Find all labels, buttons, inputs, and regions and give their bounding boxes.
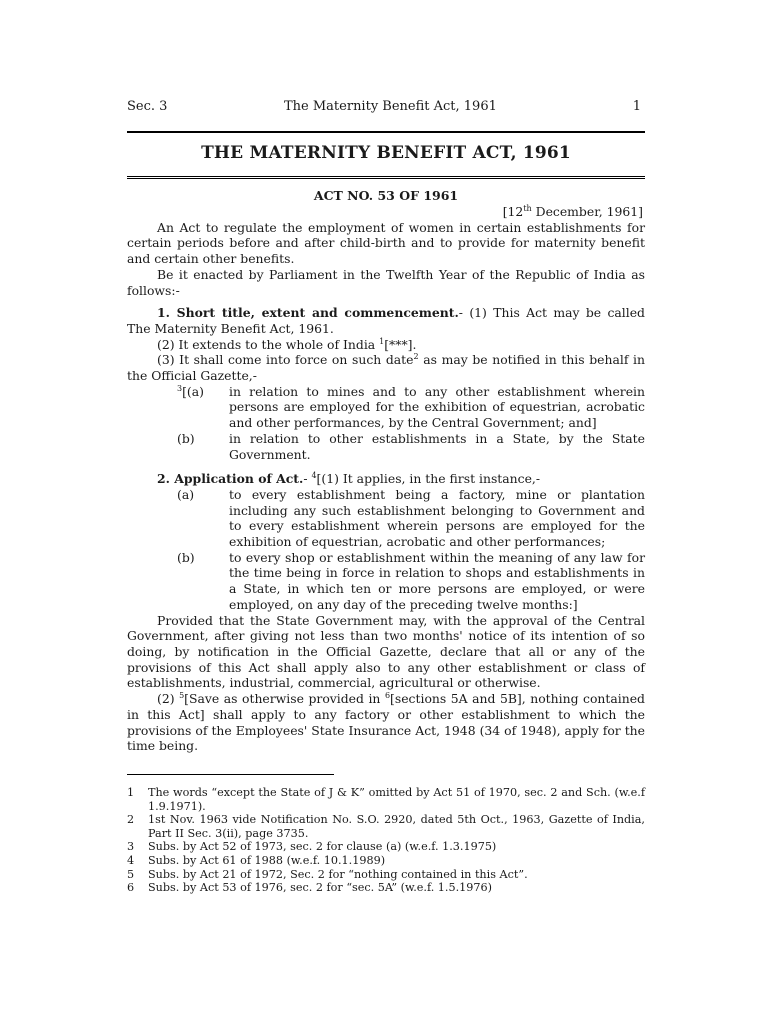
title-double-rule	[127, 176, 645, 181]
footnote-text: The words “except the State of J & K” omitted by Act 51 of 1970, sec. 2 and Sch. (w.e.f 1.9.1971).	[148, 786, 645, 813]
act-title: THE MATERNITY BENEFIT ACT, 1961	[201, 143, 571, 163]
footnote	[127, 854, 645, 868]
clause-text: to every shop or establishment within the meaning of any law for the time being in force in relation to shops and establishments in a State, in which ten or more persons are employed, or were employed, on any day of the preceding twelve months:]	[229, 549, 645, 612]
footnote	[127, 881, 645, 895]
section-1-clause-b	[127, 431, 645, 462]
footnotes	[127, 786, 645, 895]
section-2-heading: 2. Application of Act.	[157, 471, 304, 487]
footnote-text: Subs. by Act 53 of 1976, sec. 2 for “sec. 5A” (w.e.f. 1.5.1976)	[148, 881, 492, 895]
footnote-number: 1	[127, 786, 135, 799]
clause-key: (a)	[177, 486, 195, 502]
header-page-number: 1	[632, 99, 641, 114]
footnote-number: 6	[127, 881, 135, 895]
header-running-title: The Maternity Benefit Act, 1961	[284, 99, 497, 114]
clause-key: (b)	[177, 430, 195, 446]
clause-key: (b)	[177, 549, 195, 565]
footnote-text: 1st Nov. 1963 vide Notification No. S.O. 2920, dated 5th Oct., 1963, Gazette of India, Part II Sec. 3(ii), page 3735.	[148, 813, 645, 840]
preamble: An Act to regulate the employment of women in certain establishments for certain periods before and after child-birth and to provide for maternity benefit and certain other benefits.	[127, 219, 645, 267]
section-1: 1. Short title, extent and commencement.- (1) This Act may be called The Maternity Benefit Act, 1961.	[127, 305, 645, 336]
act-number: ACT NO. 53 OF 1961	[313, 188, 459, 203]
section-1-heading: 1. Short title, extent and commencement.	[157, 305, 459, 321]
header-section: Sec. 3	[127, 99, 168, 114]
section-2-clause-b	[127, 550, 645, 613]
enacting-formula: Be it enacted by Parliament in the Twelfth Year of the Republic of India as follows:-	[127, 266, 645, 298]
footnote-number: 4	[127, 853, 135, 867]
section-1-subsection-3: (3) It shall come into force on such date$^2$ as may be notified in this behalf in the Official Gazette,-	[127, 352, 645, 384]
footnote	[127, 813, 645, 840]
footnote-number: 2	[127, 813, 135, 827]
clause-text: in relation to mines and to any other establishment wherein persons are employed for the exhibition of equestrian, acrobatic and other performances, by the Central Government; and]	[229, 383, 645, 431]
clause-key: $^3$[(a)	[177, 383, 204, 399]
footnote-separator	[127, 774, 334, 775]
footnote-text: Subs. by Act 52 of 1973, sec. 2 for clause (a) (w.e.f. 1.3.1975)	[148, 840, 497, 854]
section-2-proviso: Provided that the State Government may, with the approval of the Central Government, after giving not less than two months' notice of its intention of so doing, by notification in the Official Gazette, declare that all or any of the provisions of this Act shall apply also to any other establishment or class of establishments, industrial, commercial, agricultural or otherwise.	[127, 612, 645, 691]
top-rule	[127, 131, 645, 133]
act-body	[127, 204, 645, 754]
footnote-number: 5	[127, 867, 135, 881]
footnote-text: Subs. by Act 61 of 1988 (w.e.f. 10.1.1989)	[148, 853, 386, 867]
running-header	[127, 99, 645, 115]
footnote-number: 3	[127, 840, 135, 854]
footnote-text: Subs. by Act 21 of 1972, Sec. 2 for “nothing contained in this Act”.	[148, 867, 528, 881]
section-1-subsection-2: (2) It extends to the whole of India $^1$[***].	[157, 336, 417, 352]
section-2-subsection-2: (2) $^5$[Save as otherwise provided in $^6$[sections 5A and 5B], nothing contained in this Act] shall apply to any factory or other establishment to which the provisions of the Employees' State Insurance Act, 1948 (34 of 1948), apply for the time being.	[127, 690, 645, 754]
section-2-clause-a	[127, 487, 645, 550]
section-1-clause-a	[127, 384, 645, 431]
footnote	[127, 786, 645, 813]
section-2: 2. Application of Act.- $^4$[(1) It applies, in the first instance,-	[157, 471, 541, 487]
footnote	[127, 840, 645, 854]
footnote	[127, 868, 645, 882]
clause-text: in relation to other establishments in a State, by the State Government.	[229, 430, 645, 462]
clause-text: to every establishment being a factory, mine or plantation including any such establishment belonging to Government and to every establishment wherein persons are employed for the exhibition of equestrian, acrobatic and other performances;	[229, 486, 645, 550]
enactment-date: [12th December, 1961]	[502, 203, 643, 219]
